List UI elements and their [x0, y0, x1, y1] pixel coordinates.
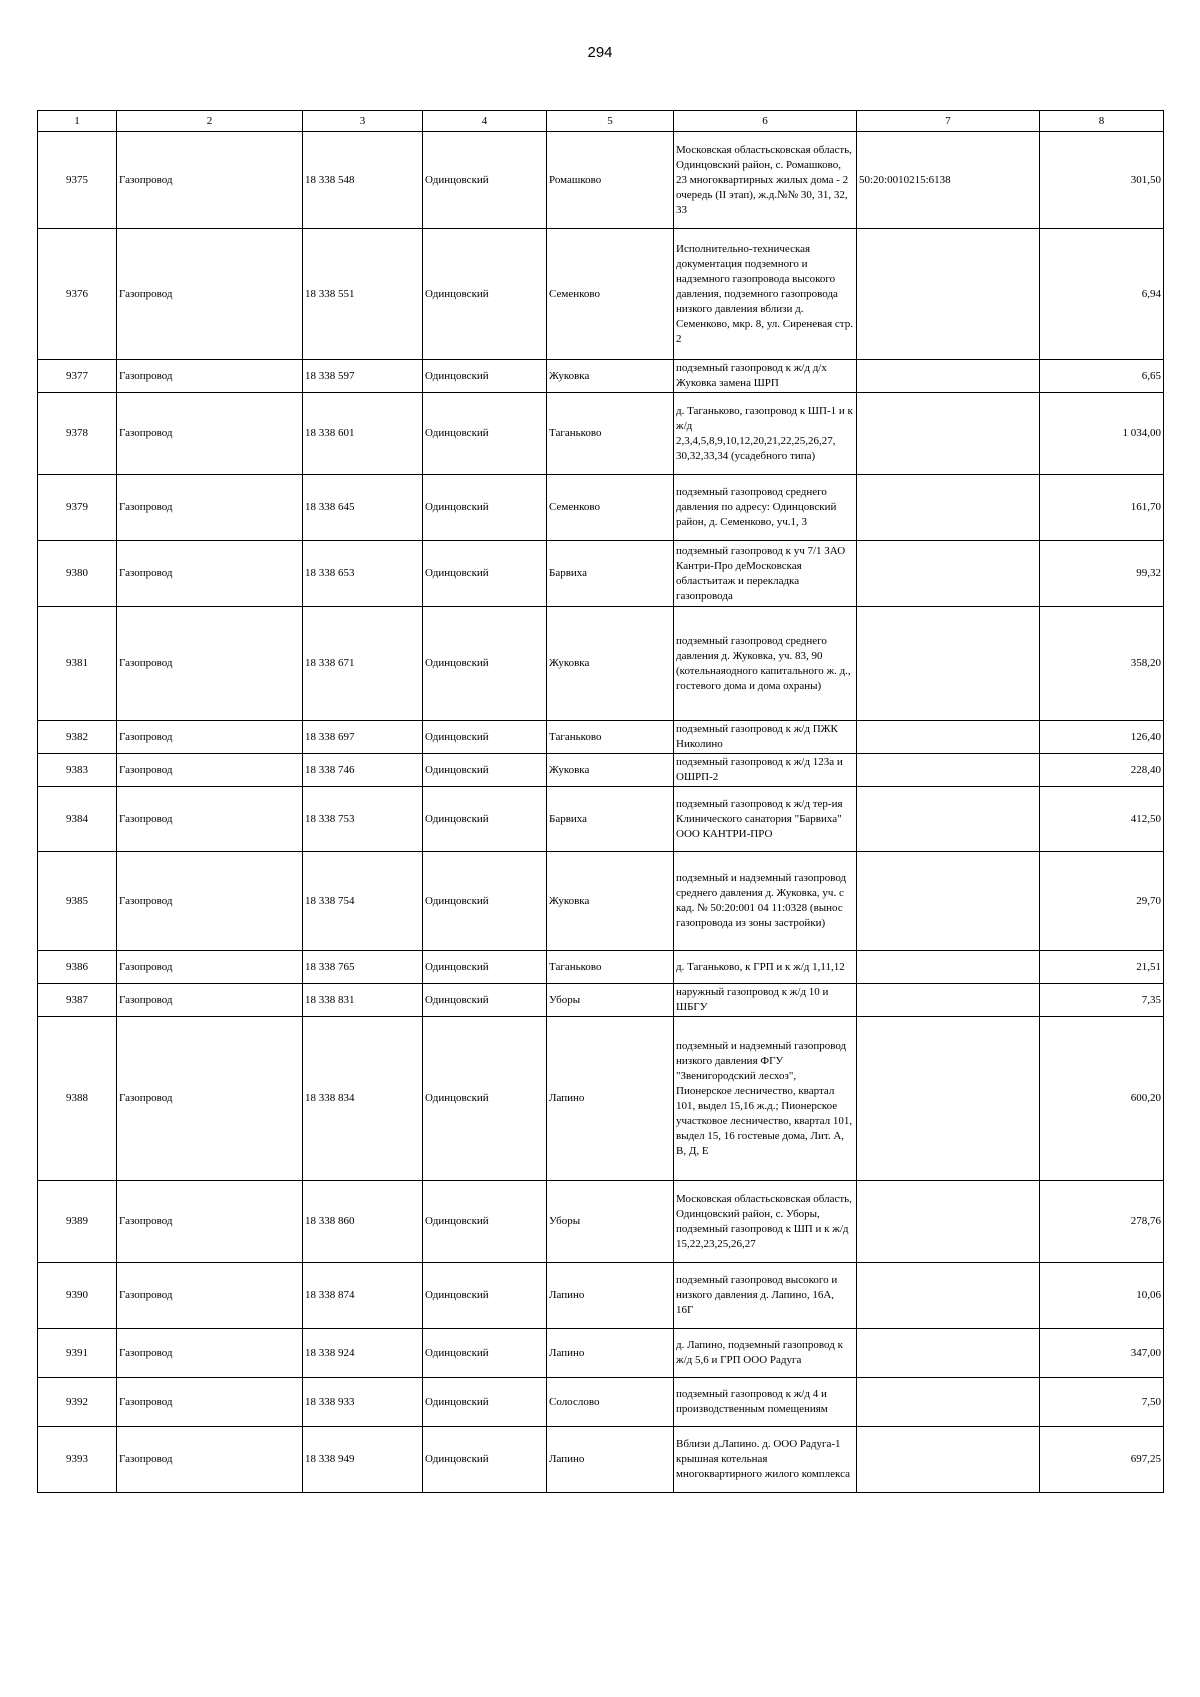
cadastral-number [857, 1378, 1040, 1427]
inventory-number: 18 338 860 [303, 1181, 423, 1263]
value: 228,40 [1040, 754, 1164, 787]
row-number: 9379 [38, 475, 117, 541]
table-row [38, 721, 1164, 754]
inventory-number: 18 338 924 [303, 1329, 423, 1378]
locality: Барвиха [547, 541, 674, 607]
district: Одинцовский [423, 951, 547, 984]
inventory-number: 18 338 874 [303, 1263, 423, 1329]
district: Одинцовский [423, 984, 547, 1017]
table-row [38, 754, 1164, 787]
table-row [38, 787, 1164, 852]
inventory-number: 18 338 548 [303, 132, 423, 229]
table-row [38, 1181, 1164, 1263]
row-number: 9377 [38, 360, 117, 393]
cadastral-number [857, 721, 1040, 754]
cadastral-number [857, 360, 1040, 393]
object-name: Газопровод [117, 541, 303, 607]
value: 301,50 [1040, 132, 1164, 229]
object-name: Газопровод [117, 607, 303, 721]
district: Одинцовский [423, 607, 547, 721]
locality: Барвиха [547, 787, 674, 852]
district: Одинцовский [423, 1329, 547, 1378]
table-row [38, 541, 1164, 607]
cadastral-number [857, 787, 1040, 852]
object-name: Газопровод [117, 475, 303, 541]
row-number: 9376 [38, 229, 117, 360]
address: д. Таганьково, газопровод к ШП-1 и к ж/д 2,3,4,5,8,9,10,12,20,21,22,25,26,27, 30,32,33,34 (усадебного типа) [674, 393, 857, 475]
cadastral-number [857, 229, 1040, 360]
district: Одинцовский [423, 1017, 547, 1181]
address: наружный газопровод к ж/д 10 и ШБГУ [674, 984, 857, 1017]
value: 21,51 [1040, 951, 1164, 984]
inventory-number: 18 338 645 [303, 475, 423, 541]
column-header: 3 [303, 111, 423, 132]
district: Одинцовский [423, 787, 547, 852]
inventory-number: 18 338 601 [303, 393, 423, 475]
object-name: Газопровод [117, 1427, 303, 1493]
object-name: Газопровод [117, 229, 303, 360]
inventory-number: 18 338 754 [303, 852, 423, 951]
object-name: Газопровод [117, 1017, 303, 1181]
cadastral-number [857, 1017, 1040, 1181]
locality: Жуковка [547, 607, 674, 721]
district: Одинцовский [423, 360, 547, 393]
address: подземный газопровод среднего давления по адресу: Одинцовский район, д. Семенково, уч.1, 3 [674, 475, 857, 541]
locality: Ромашково [547, 132, 674, 229]
inventory-number: 18 338 831 [303, 984, 423, 1017]
column-header: 2 [117, 111, 303, 132]
inventory-number: 18 338 551 [303, 229, 423, 360]
row-number: 9390 [38, 1263, 117, 1329]
row-number: 9383 [38, 754, 117, 787]
locality: Лапино [547, 1263, 674, 1329]
cadastral-number [857, 1427, 1040, 1493]
district: Одинцовский [423, 475, 547, 541]
address: подземный и надземный газопровод среднего давления д. Жуковка, уч. с кад. № 50:20:001 04 11:0328 (вынос газопровода из зоны застройки) [674, 852, 857, 951]
inventory-number: 18 338 834 [303, 1017, 423, 1181]
locality: Таганьково [547, 393, 674, 475]
table-row [38, 1017, 1164, 1181]
locality: Уборы [547, 984, 674, 1017]
address: подземный газопровод высокого и низкого давления д. Лапино, 16А, 16Г [674, 1263, 857, 1329]
row-number: 9388 [38, 1017, 117, 1181]
table-row [38, 229, 1164, 360]
address: Московская областьсковская область, Одинцовский район, с. Уборы, подземный газопровод к ШП и к ж/д 15,22,23,25,26,27 [674, 1181, 857, 1263]
column-header: 1 [38, 111, 117, 132]
locality: Лапино [547, 1017, 674, 1181]
locality: Жуковка [547, 360, 674, 393]
table-row [38, 984, 1164, 1017]
district: Одинцовский [423, 1378, 547, 1427]
locality: Семенково [547, 475, 674, 541]
value: 1 034,00 [1040, 393, 1164, 475]
locality: Уборы [547, 1181, 674, 1263]
object-name: Газопровод [117, 393, 303, 475]
row-number: 9393 [38, 1427, 117, 1493]
object-name: Газопровод [117, 951, 303, 984]
value: 347,00 [1040, 1329, 1164, 1378]
inventory-number: 18 338 933 [303, 1378, 423, 1427]
table-row [38, 1378, 1164, 1427]
address: подземный газопровод к ж/д 4 и производственным помещениям [674, 1378, 857, 1427]
row-number: 9380 [38, 541, 117, 607]
address: д. Лапино, подземный газопровод к ж/д 5,6 и ГРП ООО Радуга [674, 1329, 857, 1378]
cadastral-number [857, 541, 1040, 607]
district: Одинцовский [423, 1181, 547, 1263]
locality: Лапино [547, 1329, 674, 1378]
cadastral-number [857, 951, 1040, 984]
cadastral-number [857, 754, 1040, 787]
table-row [38, 360, 1164, 393]
table-row [38, 1329, 1164, 1378]
locality: Таганьково [547, 721, 674, 754]
address: подземный газопровод к уч 7/1 ЗАО Кантри-Про деМосковская областьитаж и перекладка газопровода [674, 541, 857, 607]
registry-table [37, 110, 1164, 1493]
row-number: 9384 [38, 787, 117, 852]
inventory-number: 18 338 671 [303, 607, 423, 721]
district: Одинцовский [423, 1263, 547, 1329]
value: 278,76 [1040, 1181, 1164, 1263]
locality: Жуковка [547, 852, 674, 951]
object-name: Газопровод [117, 984, 303, 1017]
cadastral-number [857, 1329, 1040, 1378]
value: 7,35 [1040, 984, 1164, 1017]
address: Московская областьсковская область, Одинцовский район, с. Ромашково, 23 многоквартирных жилых дома - 2 очередь (II этап), ж.д.№№ 30, 31, 32, 33 [674, 132, 857, 229]
table-row [38, 607, 1164, 721]
address: подземный и надземный газопровод низкого давления ФГУ "Звенигородский лесхоз", Пионерское лесничество, квартал 101, выдел 15,16 ж.д.; Пионерское участковое лесничество, квартал 101, выдел 15, 16 гостевые дома, Лит. А, В, Д, Е [674, 1017, 857, 1181]
inventory-number: 18 338 746 [303, 754, 423, 787]
row-number: 9387 [38, 984, 117, 1017]
inventory-number: 18 338 949 [303, 1427, 423, 1493]
object-name: Газопровод [117, 754, 303, 787]
value: 99,32 [1040, 541, 1164, 607]
cadastral-number [857, 1263, 1040, 1329]
district: Одинцовский [423, 541, 547, 607]
object-name: Газопровод [117, 852, 303, 951]
object-name: Газопровод [117, 1329, 303, 1378]
value: 10,06 [1040, 1263, 1164, 1329]
row-number: 9392 [38, 1378, 117, 1427]
district: Одинцовский [423, 132, 547, 229]
value: 7,50 [1040, 1378, 1164, 1427]
column-header: 8 [1040, 111, 1164, 132]
locality: Таганьково [547, 951, 674, 984]
table-row [38, 852, 1164, 951]
address: подземный газопровод к ж/д д/х Жуковка замена ШРП [674, 360, 857, 393]
table-row [38, 1427, 1164, 1493]
table-row [38, 132, 1164, 229]
value: 358,20 [1040, 607, 1164, 721]
cadastral-number [857, 475, 1040, 541]
value: 126,40 [1040, 721, 1164, 754]
table-row [38, 393, 1164, 475]
row-number: 9382 [38, 721, 117, 754]
inventory-number: 18 338 653 [303, 541, 423, 607]
object-name: Газопровод [117, 360, 303, 393]
cadastral-number: 50:20:0010215:6138 [857, 132, 1040, 229]
value: 600,20 [1040, 1017, 1164, 1181]
column-header: 5 [547, 111, 674, 132]
value: 6,94 [1040, 229, 1164, 360]
row-number: 9386 [38, 951, 117, 984]
inventory-number: 18 338 753 [303, 787, 423, 852]
table-row [38, 1263, 1164, 1329]
column-header: 7 [857, 111, 1040, 132]
address: подземный газопровод к ж/д 123а и ОШРП-2 [674, 754, 857, 787]
table-row [38, 951, 1164, 984]
district: Одинцовский [423, 229, 547, 360]
row-number: 9391 [38, 1329, 117, 1378]
district: Одинцовский [423, 393, 547, 475]
object-name: Газопровод [117, 787, 303, 852]
row-number: 9389 [38, 1181, 117, 1263]
object-name: Газопровод [117, 721, 303, 754]
value: 412,50 [1040, 787, 1164, 852]
cadastral-number [857, 852, 1040, 951]
value: 6,65 [1040, 360, 1164, 393]
table-row [38, 475, 1164, 541]
locality: Семенково [547, 229, 674, 360]
address: Вблизи д.Лапино. д. ООО Радуга-1 крышная котельная многоквартирного жилого комплекса [674, 1427, 857, 1493]
column-header: 4 [423, 111, 547, 132]
column-header: 6 [674, 111, 857, 132]
district: Одинцовский [423, 1427, 547, 1493]
inventory-number: 18 338 765 [303, 951, 423, 984]
inventory-number: 18 338 597 [303, 360, 423, 393]
cadastral-number [857, 984, 1040, 1017]
cadastral-number [857, 1181, 1040, 1263]
locality: Лапино [547, 1427, 674, 1493]
object-name: Газопровод [117, 1378, 303, 1427]
district: Одинцовский [423, 852, 547, 951]
locality: Солослово [547, 1378, 674, 1427]
inventory-number: 18 338 697 [303, 721, 423, 754]
object-name: Газопровод [117, 132, 303, 229]
address: подземный газопровод к ж/д ПЖК Николино [674, 721, 857, 754]
locality: Жуковка [547, 754, 674, 787]
object-name: Газопровод [117, 1181, 303, 1263]
cadastral-number [857, 607, 1040, 721]
cadastral-number [857, 393, 1040, 475]
row-number: 9375 [38, 132, 117, 229]
value: 161,70 [1040, 475, 1164, 541]
row-number: 9381 [38, 607, 117, 721]
address: подземный газопровод среднего давления д. Жуковка, уч. 83, 90 (котельнаяодного капитального ж. д., гостевого дома и дома охраны) [674, 607, 857, 721]
row-number: 9385 [38, 852, 117, 951]
district: Одинцовский [423, 754, 547, 787]
value: 29,70 [1040, 852, 1164, 951]
page-number: 294 [587, 44, 613, 61]
header-row [38, 111, 1164, 132]
row-number: 9378 [38, 393, 117, 475]
address: д. Таганьково, к ГРП и к ж/д 1,11,12 [674, 951, 857, 984]
district: Одинцовский [423, 721, 547, 754]
object-name: Газопровод [117, 1263, 303, 1329]
value: 697,25 [1040, 1427, 1164, 1493]
address: Исполнительно-техническая документация подземного и надземного газопровода высокого давления, подземного газопровода низкого давления вблизи д. Семенково, мкр. 8, ул. Сиреневая стр. 2 [674, 229, 857, 360]
address: подземный газопровод к ж/д тер-ия Клинического санатория "Барвиха" ООО КАНТРИ-ПРО [674, 787, 857, 852]
